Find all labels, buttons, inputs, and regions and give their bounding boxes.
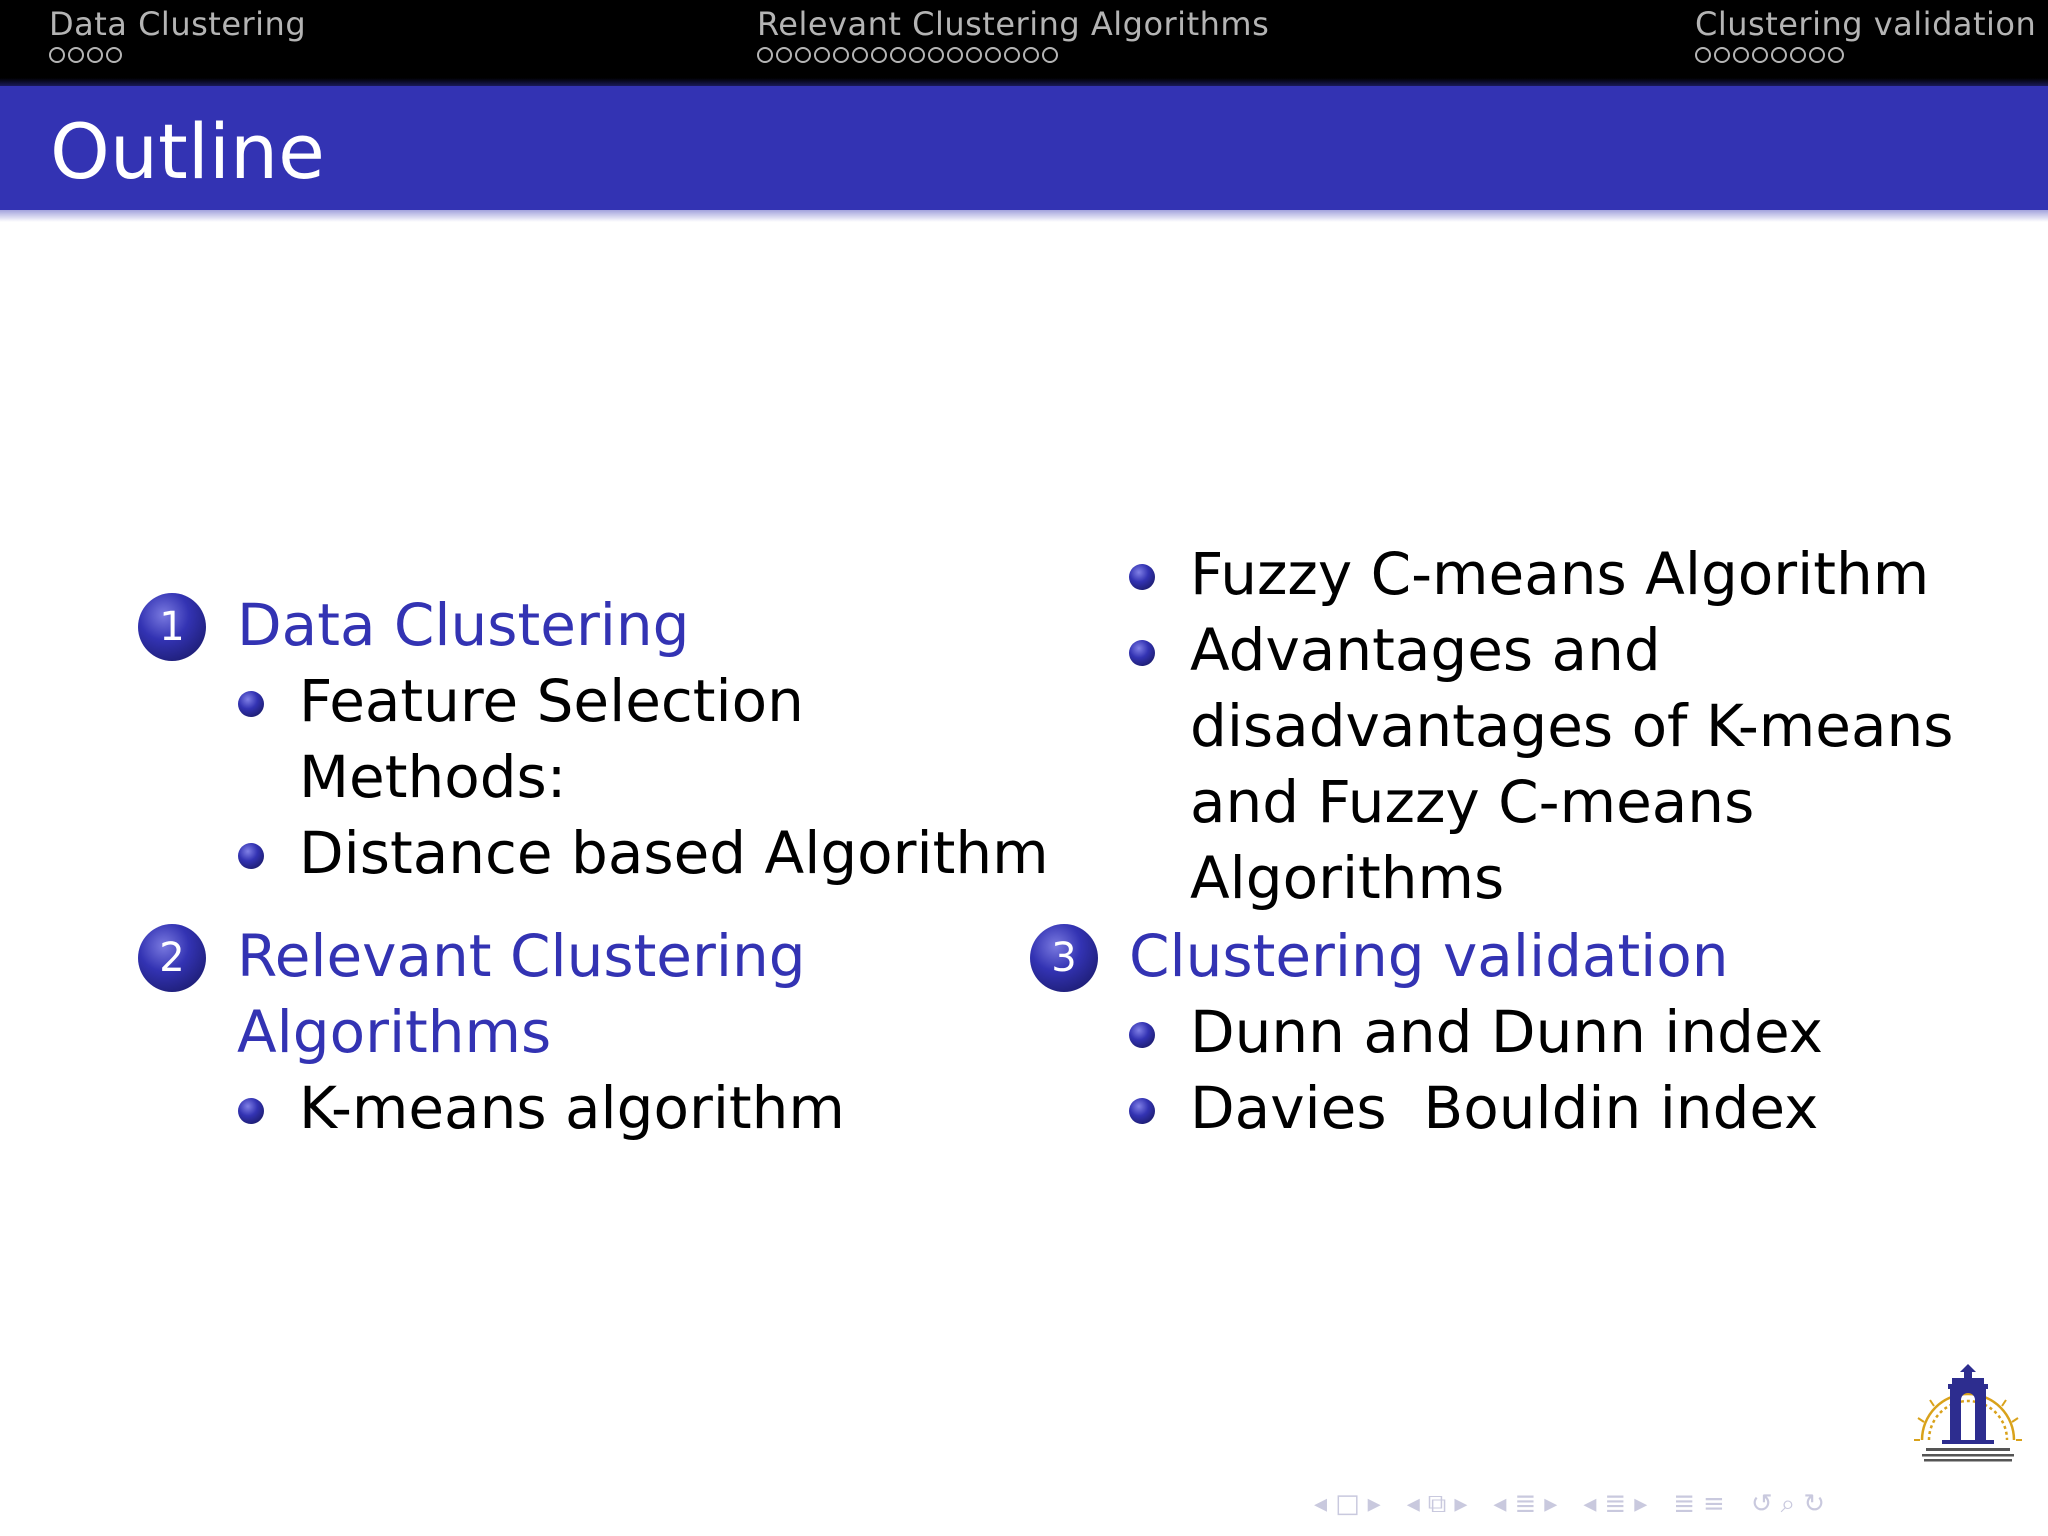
miniframe-dot[interactable] — [776, 47, 792, 63]
nav-miniframes — [757, 47, 1269, 63]
nav-section-title[interactable]: Data Clustering — [49, 5, 307, 43]
nav-section-clustering-validation[interactable] — [1695, 4, 2036, 63]
miniframe-dot[interactable] — [87, 47, 103, 63]
section-nav-group — [1583, 1486, 1647, 1522]
miniframe-dot[interactable] — [947, 47, 963, 63]
section-number-badge: 2 — [138, 924, 206, 992]
miniframe-dot[interactable] — [909, 47, 925, 63]
miniframe-dot[interactable] — [1771, 47, 1787, 63]
toc-subsection-label: Distance based Algorithm — [299, 819, 1049, 887]
toc-subsection-item[interactable] — [299, 815, 1049, 891]
miniframe-dot[interactable] — [1023, 47, 1039, 63]
toc-section-title-continued[interactable]: Algorithms — [237, 998, 552, 1066]
section-number-badge: 3 — [1030, 924, 1098, 992]
toc-subsection-item[interactable] — [1190, 536, 1954, 612]
toc-subsection-label: Davies Bouldin index — [1190, 1074, 1819, 1142]
miniframe-dot[interactable] — [757, 47, 773, 63]
toc-subsection-item[interactable] — [1190, 612, 1954, 688]
miniframe-dot[interactable] — [1809, 47, 1825, 63]
toc-subsection-label: Methods: — [299, 743, 567, 811]
miniframe-dot[interactable] — [1752, 47, 1768, 63]
slide-icon[interactable]: □ — [1335, 1489, 1360, 1519]
frame-icon[interactable]: ⧉ — [1427, 1489, 1447, 1519]
miniframe-dot[interactable] — [1828, 47, 1844, 63]
section-next-icon[interactable]: ▸ — [1634, 1489, 1648, 1519]
beamer-navigation-symbols — [1314, 1486, 1843, 1522]
navigation-header — [0, 0, 2048, 86]
miniframe-dot[interactable] — [833, 47, 849, 63]
toc-section-title[interactable]: Data Clustering — [237, 591, 690, 659]
toc-subsection-item[interactable] — [1190, 994, 1823, 1070]
subsection-next-icon[interactable]: ▸ — [1544, 1489, 1558, 1519]
section-icon[interactable]: ≣ — [1604, 1489, 1627, 1519]
toc-section-2-continued — [1190, 536, 1954, 916]
toc-section-heading[interactable] — [138, 918, 845, 1070]
bullet-icon — [1129, 1098, 1155, 1124]
miniframe-dot[interactable] — [852, 47, 868, 63]
toc-subsection-label: K-means algorithm — [299, 1074, 845, 1142]
toc-section-title[interactable]: Clustering validation — [1129, 922, 1729, 990]
section-number-badge: 1 — [138, 593, 206, 661]
nav-miniframes — [49, 47, 306, 63]
miniframe-dot[interactable] — [1714, 47, 1730, 63]
history-nav-group — [1751, 1486, 1825, 1522]
subsection-icon[interactable]: ≣ — [1514, 1489, 1537, 1519]
toc-subsection-item-continued[interactable] — [1190, 764, 1954, 840]
miniframe-dot[interactable] — [1004, 47, 1020, 63]
toc-subsection-label: disadvantages of K-means — [1190, 692, 1954, 760]
toc-subsection-label: Advantages and — [1190, 616, 1661, 684]
slide-nav-group — [1314, 1486, 1381, 1522]
bullet-icon — [1129, 564, 1155, 590]
nav-section-title[interactable]: Relevant Clustering Algorithms — [757, 5, 1270, 43]
miniframe-dot[interactable] — [795, 47, 811, 63]
bullet-icon — [238, 843, 264, 869]
undo-icon[interactable]: ↺ — [1750, 1489, 1773, 1519]
frame-title-bar — [0, 86, 2048, 210]
subsection-nav-group — [1493, 1486, 1557, 1522]
document-nav-group — [1673, 1486, 1725, 1522]
toc-icon[interactable]: ≡ — [1703, 1489, 1725, 1519]
miniframe-dot[interactable] — [966, 47, 982, 63]
toc-subsection-item-continued[interactable] — [1190, 840, 1954, 916]
bullet-icon — [1129, 1022, 1155, 1048]
bullet-icon — [238, 1098, 264, 1124]
slide-prev-icon[interactable]: ◂ — [1314, 1489, 1328, 1519]
frame-nav-group — [1407, 1486, 1468, 1522]
toc-subsection-item[interactable] — [1190, 1070, 1823, 1146]
miniframe-dot[interactable] — [1790, 47, 1806, 63]
section-prev-icon[interactable]: ◂ — [1583, 1489, 1597, 1519]
toc-subsection-item[interactable] — [299, 1070, 845, 1146]
miniframe-dot[interactable] — [1695, 47, 1711, 63]
toc-section-2 — [138, 918, 845, 1146]
institute-logo-icon — [1912, 1360, 2024, 1472]
subsection-prev-icon[interactable]: ◂ — [1493, 1489, 1507, 1519]
miniframe-dot[interactable] — [871, 47, 887, 63]
toc-section-title[interactable]: Relevant Clustering — [237, 922, 806, 990]
miniframe-dot[interactable] — [1733, 47, 1749, 63]
miniframe-dot[interactable] — [106, 47, 122, 63]
toc-subsection-label: Algorithms — [1190, 844, 1505, 912]
toc-subsection-list — [299, 663, 1049, 891]
miniframe-dot[interactable] — [928, 47, 944, 63]
frame-title: Outline — [50, 107, 325, 196]
search-icon[interactable]: ⌕ — [1780, 1489, 1796, 1519]
slide-next-icon[interactable]: ▸ — [1367, 1489, 1381, 1519]
toc-section-heading[interactable] — [138, 587, 1049, 663]
miniframe-dot[interactable] — [814, 47, 830, 63]
toc-section-1 — [138, 587, 1049, 891]
frame-prev-icon[interactable]: ◂ — [1406, 1489, 1420, 1519]
bullet-icon — [238, 691, 264, 717]
miniframe-dot[interactable] — [985, 47, 1001, 63]
miniframe-dot[interactable] — [890, 47, 906, 63]
toc-subsection-item-continued[interactable] — [1190, 688, 1954, 764]
redo-icon[interactable]: ↻ — [1803, 1489, 1825, 1519]
toc-section-heading[interactable] — [1030, 918, 1823, 994]
appendix-icon[interactable]: ≣ — [1673, 1489, 1696, 1519]
nav-miniframes — [1695, 47, 2036, 63]
toc-subsection-label: and Fuzzy C-means — [1190, 768, 1755, 836]
miniframe-dot[interactable] — [68, 47, 84, 63]
toc-section-3 — [1030, 918, 1823, 1146]
nav-section-title[interactable]: Clustering validation — [1695, 5, 2037, 43]
bullet-icon — [1129, 640, 1155, 666]
miniframe-dot[interactable] — [49, 47, 65, 63]
toc-subsection-item-continued[interactable] — [299, 739, 1049, 815]
toc-subsection-label: Feature Selection — [299, 667, 804, 735]
toc-subsection-label: Fuzzy C-means Algorithm — [1190, 540, 1930, 608]
nav-section-data-clustering[interactable] — [49, 4, 306, 63]
frame-next-icon[interactable]: ▸ — [1454, 1489, 1468, 1519]
toc-subsection-list — [1190, 536, 1954, 916]
toc-subsection-label: Dunn and Dunn index — [1190, 998, 1823, 1066]
toc-subsection-item[interactable] — [299, 663, 1049, 739]
miniframe-dot[interactable] — [1042, 47, 1058, 63]
toc-subsection-list — [1190, 994, 1823, 1146]
nav-section-relevant-algorithms[interactable] — [757, 4, 1269, 63]
toc-subsection-list — [299, 1070, 845, 1146]
